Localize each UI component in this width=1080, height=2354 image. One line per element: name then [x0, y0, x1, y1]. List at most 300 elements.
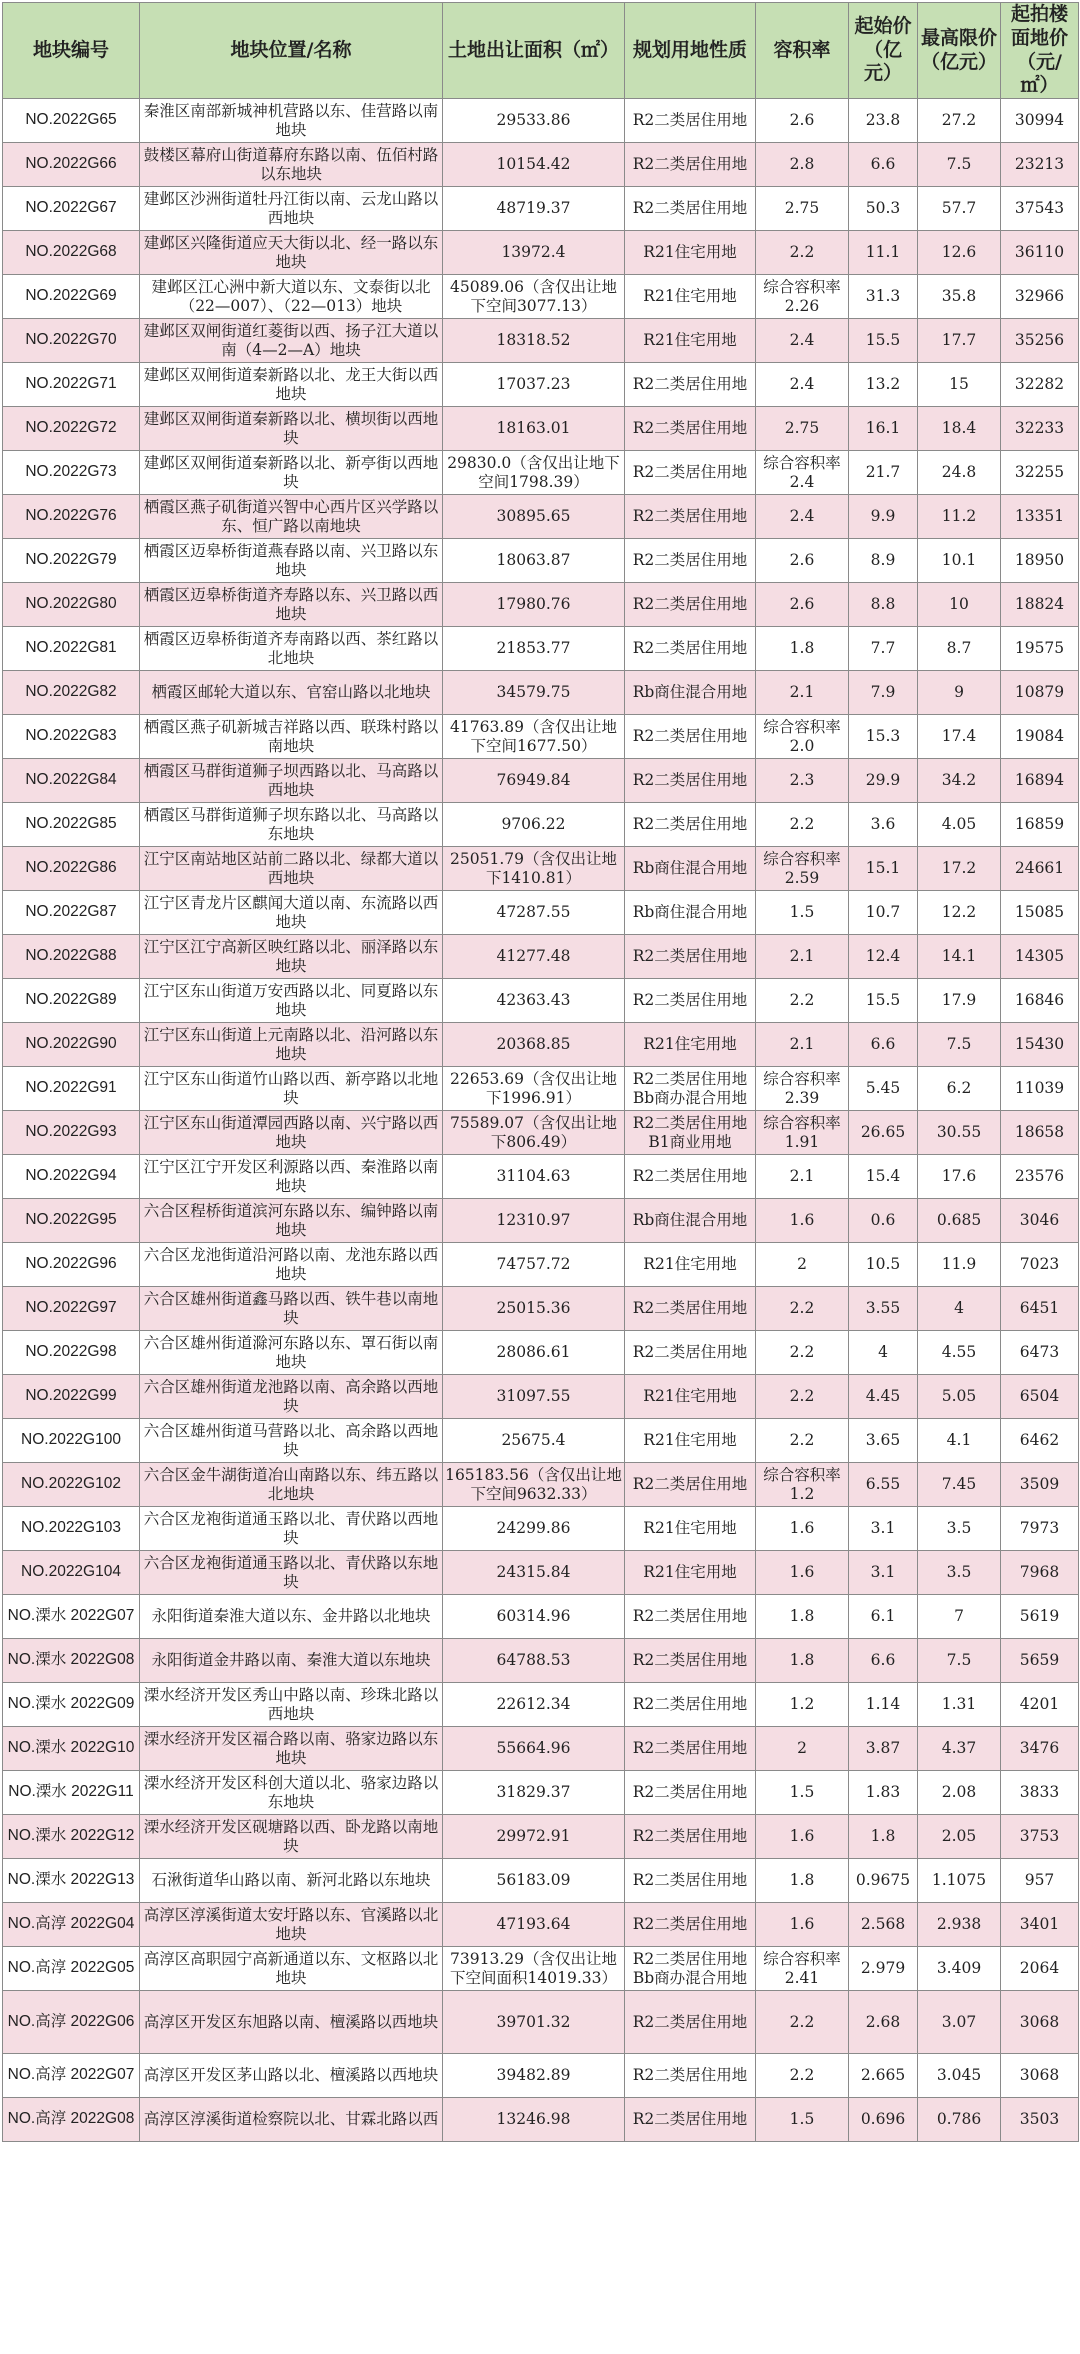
cell-plot-ratio: 2.4 [756, 363, 849, 407]
cell-land-area: 10154.42 [443, 143, 625, 187]
cell-plot-code: NO.2022G85 [3, 803, 140, 847]
table-row [3, 803, 1079, 847]
cell-floor-price: 7968 [1001, 1551, 1079, 1595]
cell-land-area: 73913.29（含仅出让地下空间面积14019.33） [443, 1947, 625, 1991]
cell-start-price: 6.6 [849, 1023, 918, 1067]
cell-land-use: R2二类居住用地 [625, 803, 756, 847]
cell-plot-location: 高淳区开发区东旭路以南、檀溪路以西地块 [140, 1991, 443, 2054]
cell-floor-price: 6462 [1001, 1419, 1079, 1463]
cell-max-price: 24.8 [918, 451, 1001, 495]
cell-floor-price: 23213 [1001, 143, 1079, 187]
cell-start-price: 8.8 [849, 583, 918, 627]
cell-land-use: R2二类居住用地 [625, 539, 756, 583]
cell-start-price: 29.9 [849, 759, 918, 803]
cell-start-price: 15.3 [849, 715, 918, 759]
cell-plot-code: NO.2022G72 [3, 407, 140, 451]
table-row [3, 275, 1079, 319]
cell-max-price: 12.2 [918, 891, 1001, 935]
header-plot-location: 地块位置/名称 [140, 3, 443, 99]
cell-land-use: R2二类居住用地 [625, 495, 756, 539]
cell-start-price: 16.1 [849, 407, 918, 451]
cell-land-use: R2二类居住用地 [625, 935, 756, 979]
cell-plot-code: NO.2022G91 [3, 1067, 140, 1111]
cell-start-price: 1.83 [849, 1771, 918, 1815]
cell-start-price: 15.5 [849, 979, 918, 1023]
cell-start-price: 11.1 [849, 231, 918, 275]
table-row [3, 1639, 1079, 1683]
cell-plot-ratio: 2.4 [756, 319, 849, 363]
cell-land-area: 18318.52 [443, 319, 625, 363]
cell-plot-location: 建邺区双闸街道秦新路以北、龙王大街以西地块 [140, 363, 443, 407]
cell-max-price: 17.7 [918, 319, 1001, 363]
cell-max-price: 57.7 [918, 187, 1001, 231]
cell-max-price: 0.786 [918, 2098, 1001, 2142]
cell-land-area: 74757.72 [443, 1243, 625, 1287]
cell-land-use: R2二类居住用地 [625, 1155, 756, 1199]
cell-start-price: 3.87 [849, 1727, 918, 1771]
cell-land-area: 22612.34 [443, 1683, 625, 1727]
cell-land-use: R2二类居住用地 [625, 187, 756, 231]
cell-land-use: R2二类居住用地 [625, 1991, 756, 2054]
header-land-area: 土地出让面积（㎡） [443, 3, 625, 99]
cell-plot-ratio: 2.2 [756, 1331, 849, 1375]
table-row [3, 1683, 1079, 1727]
table-row [3, 847, 1079, 891]
cell-plot-code: NO.溧水 2022G09 [3, 1683, 140, 1727]
cell-plot-code: NO.2022G95 [3, 1199, 140, 1243]
table-header [3, 3, 1079, 99]
cell-land-use: R21住宅用地 [625, 1023, 756, 1067]
cell-plot-location: 六合区雄州街道鑫马路以西、铁牛巷以南地块 [140, 1287, 443, 1331]
cell-plot-location: 江宁区江宁高新区映红路以北、丽泽路以东地块 [140, 935, 443, 979]
cell-floor-price: 18824 [1001, 583, 1079, 627]
cell-start-price: 26.65 [849, 1111, 918, 1155]
cell-plot-ratio: 2.2 [756, 2054, 849, 2098]
cell-plot-ratio: 2.75 [756, 407, 849, 451]
cell-land-area: 30895.65 [443, 495, 625, 539]
cell-land-area: 13246.98 [443, 2098, 625, 2142]
table-row [3, 539, 1079, 583]
cell-plot-ratio: 2.1 [756, 1155, 849, 1199]
table-row [3, 1859, 1079, 1903]
cell-plot-ratio: 2.3 [756, 759, 849, 803]
cell-plot-ratio: 综合容积率2.4 [756, 451, 849, 495]
table-row [3, 231, 1079, 275]
cell-max-price: 35.8 [918, 275, 1001, 319]
table-row [3, 1375, 1079, 1419]
cell-floor-price: 24661 [1001, 847, 1079, 891]
table-row [3, 1507, 1079, 1551]
cell-plot-location: 栖霞区燕子矶新城吉祥路以西、联珠村路以南地块 [140, 715, 443, 759]
table-row [3, 1067, 1079, 1111]
cell-plot-code: NO.2022G96 [3, 1243, 140, 1287]
cell-start-price: 4.45 [849, 1375, 918, 1419]
land-auction-table [2, 2, 1079, 2142]
cell-land-area: 75589.07（含仅出让地下806.49） [443, 1111, 625, 1155]
cell-plot-ratio: 2.1 [756, 935, 849, 979]
cell-plot-code: NO.2022G70 [3, 319, 140, 363]
table-row [3, 1991, 1079, 2054]
cell-land-use: R2二类居住用地 [625, 2098, 756, 2142]
cell-land-area: 41277.48 [443, 935, 625, 979]
cell-start-price: 1.14 [849, 1683, 918, 1727]
cell-plot-code: NO.溧水 2022G10 [3, 1727, 140, 1771]
cell-plot-location: 建邺区双闸街道秦新路以北、新亭街以西地块 [140, 451, 443, 495]
cell-plot-code: NO.2022G94 [3, 1155, 140, 1199]
cell-plot-ratio: 2.2 [756, 1419, 849, 1463]
table-row [3, 1155, 1079, 1199]
cell-land-use: R2二类居住用地 [625, 99, 756, 143]
cell-plot-location: 高淳区高职园宁高新通道以东、文枢路以北地块 [140, 1947, 443, 1991]
cell-plot-ratio: 2.6 [756, 539, 849, 583]
cell-plot-ratio: 2.2 [756, 231, 849, 275]
cell-floor-price: 19084 [1001, 715, 1079, 759]
cell-plot-code: NO.2022G67 [3, 187, 140, 231]
table-row [3, 1771, 1079, 1815]
table-row [3, 583, 1079, 627]
cell-start-price: 7.9 [849, 671, 918, 715]
cell-start-price: 2.568 [849, 1903, 918, 1947]
cell-floor-price: 3401 [1001, 1903, 1079, 1947]
cell-plot-code: NO.2022G100 [3, 1419, 140, 1463]
cell-plot-location: 溧水经济开发区砚塘路以西、卧龙路以南地块 [140, 1815, 443, 1859]
cell-land-use: R2二类居住用地 [625, 1815, 756, 1859]
cell-max-price: 4.05 [918, 803, 1001, 847]
cell-start-price: 4 [849, 1331, 918, 1375]
cell-plot-code: NO.高淳 2022G08 [3, 2098, 140, 2142]
cell-land-use: R2二类居住用地 [625, 363, 756, 407]
table-row [3, 2054, 1079, 2098]
cell-land-use: R2二类居住用地 [625, 1683, 756, 1727]
cell-start-price: 13.2 [849, 363, 918, 407]
cell-land-use: R2二类居住用地 [625, 451, 756, 495]
cell-land-use: R2二类居住用地 [625, 1639, 756, 1683]
cell-land-use: Rb商住混合用地 [625, 1199, 756, 1243]
cell-land-use: R21住宅用地 [625, 319, 756, 363]
cell-plot-code: NO.2022G87 [3, 891, 140, 935]
cell-max-price: 7.5 [918, 1639, 1001, 1683]
cell-floor-price: 2064 [1001, 1947, 1079, 1991]
cell-floor-price: 36110 [1001, 231, 1079, 275]
cell-land-use: R2二类居住用地 [625, 1287, 756, 1331]
cell-start-price: 3.55 [849, 1287, 918, 1331]
cell-start-price: 50.3 [849, 187, 918, 231]
cell-land-use: R2二类居住用地 [625, 1595, 756, 1639]
table-row [3, 1023, 1079, 1067]
table-row [3, 1463, 1079, 1507]
cell-land-use: R2二类居住用地 Bb商办混合用地 [625, 1947, 756, 1991]
cell-plot-ratio: 2.2 [756, 1991, 849, 2054]
cell-plot-ratio: 综合容积率2.39 [756, 1067, 849, 1111]
cell-max-price: 3.045 [918, 2054, 1001, 2098]
header-floor-price: 起拍楼面地价（元/㎡） [1001, 3, 1079, 99]
cell-start-price: 15.4 [849, 1155, 918, 1199]
cell-plot-location: 六合区雄州街道马营路以北、高余路以西地块 [140, 1419, 443, 1463]
cell-start-price: 2.665 [849, 2054, 918, 2098]
cell-max-price: 34.2 [918, 759, 1001, 803]
cell-floor-price: 18950 [1001, 539, 1079, 583]
table-row [3, 1551, 1079, 1595]
table-row [3, 979, 1079, 1023]
cell-plot-ratio: 1.2 [756, 1683, 849, 1727]
cell-start-price: 3.1 [849, 1507, 918, 1551]
cell-plot-code: NO.高淳 2022G05 [3, 1947, 140, 1991]
cell-plot-code: NO.2022G81 [3, 627, 140, 671]
cell-start-price: 6.55 [849, 1463, 918, 1507]
cell-plot-code: NO.溧水 2022G08 [3, 1639, 140, 1683]
cell-land-use: R21住宅用地 [625, 231, 756, 275]
cell-land-use: R21住宅用地 [625, 1507, 756, 1551]
cell-plot-code: NO.2022G90 [3, 1023, 140, 1067]
cell-plot-location: 永阳街道金井路以南、秦淮大道以东地块 [140, 1639, 443, 1683]
cell-max-price: 11.2 [918, 495, 1001, 539]
cell-plot-ratio: 2.2 [756, 1375, 849, 1419]
table-row [3, 363, 1079, 407]
cell-plot-location: 建邺区江心洲中新大道以东、文泰街以北（22—007）、（22—013）地块 [140, 275, 443, 319]
cell-land-area: 29830.0（含仅出让地下空间1798.39） [443, 451, 625, 495]
cell-start-price: 10.7 [849, 891, 918, 935]
cell-start-price: 8.9 [849, 539, 918, 583]
cell-land-area: 17980.76 [443, 583, 625, 627]
cell-land-use: R2二类居住用地 [625, 583, 756, 627]
cell-max-price: 17.4 [918, 715, 1001, 759]
cell-max-price: 11.9 [918, 1243, 1001, 1287]
cell-land-use: R2二类居住用地 [625, 1463, 756, 1507]
cell-max-price: 17.6 [918, 1155, 1001, 1199]
cell-plot-location: 栖霞区迈皋桥街道齐寿路以东、兴卫路以西地块 [140, 583, 443, 627]
cell-floor-price: 18658 [1001, 1111, 1079, 1155]
cell-plot-code: NO.2022G68 [3, 231, 140, 275]
cell-start-price: 5.45 [849, 1067, 918, 1111]
table-row [3, 671, 1079, 715]
cell-plot-location: 溧水经济开发区秀山中路以南、珍珠北路以西地块 [140, 1683, 443, 1727]
table-row [3, 891, 1079, 935]
cell-land-area: 47287.55 [443, 891, 625, 935]
cell-plot-code: NO.2022G97 [3, 1287, 140, 1331]
table-row [3, 1199, 1079, 1243]
cell-land-area: 29972.91 [443, 1815, 625, 1859]
cell-floor-price: 16846 [1001, 979, 1079, 1023]
cell-max-price: 18.4 [918, 407, 1001, 451]
cell-start-price: 1.8 [849, 1815, 918, 1859]
cell-land-area: 55664.96 [443, 1727, 625, 1771]
cell-floor-price: 3753 [1001, 1815, 1079, 1859]
cell-max-price: 27.2 [918, 99, 1001, 143]
header-land-use: 规划用地性质 [625, 3, 756, 99]
cell-plot-code: NO.2022G89 [3, 979, 140, 1023]
cell-plot-ratio: 综合容积率2.41 [756, 1947, 849, 1991]
cell-land-use: R2二类居住用地 [625, 715, 756, 759]
cell-plot-ratio: 2 [756, 1243, 849, 1287]
table-body [3, 99, 1079, 2142]
cell-plot-ratio: 1.8 [756, 627, 849, 671]
cell-plot-location: 永阳街道秦淮大道以东、金井路以北地块 [140, 1595, 443, 1639]
cell-floor-price: 10879 [1001, 671, 1079, 715]
cell-plot-ratio: 1.6 [756, 1551, 849, 1595]
cell-start-price: 2.979 [849, 1947, 918, 1991]
cell-land-area: 41763.89（含仅出让地下空间1677.50） [443, 715, 625, 759]
cell-max-price: 2.08 [918, 1771, 1001, 1815]
cell-land-area: 34579.75 [443, 671, 625, 715]
table-row [3, 1815, 1079, 1859]
cell-floor-price: 6473 [1001, 1331, 1079, 1375]
cell-land-area: 25015.36 [443, 1287, 625, 1331]
table-row [3, 99, 1079, 143]
cell-plot-location: 溧水经济开发区科创大道以北、骆家边路以东地块 [140, 1771, 443, 1815]
cell-plot-location: 高淳区淳溪街道太安圩路以东、官溪路以北地块 [140, 1903, 443, 1947]
cell-plot-code: NO.2022G73 [3, 451, 140, 495]
cell-max-price: 5.05 [918, 1375, 1001, 1419]
cell-land-use: R2二类居住用地 [625, 627, 756, 671]
cell-plot-ratio: 1.6 [756, 1199, 849, 1243]
cell-floor-price: 3833 [1001, 1771, 1079, 1815]
cell-plot-location: 江宁区江宁开发区利源路以西、秦淮路以南地块 [140, 1155, 443, 1199]
cell-plot-location: 六合区龙袍街道通玉路以北、青伏路以西地块 [140, 1507, 443, 1551]
cell-plot-code: NO.高淳 2022G07 [3, 2054, 140, 2098]
cell-plot-code: NO.溧水 2022G11 [3, 1771, 140, 1815]
cell-land-area: 17037.23 [443, 363, 625, 407]
cell-plot-code: NO.2022G80 [3, 583, 140, 627]
header-max-price: 最高限价（亿元） [918, 3, 1001, 99]
cell-land-use: R2二类居住用地 [625, 1331, 756, 1375]
table-row [3, 935, 1079, 979]
cell-floor-price: 37543 [1001, 187, 1079, 231]
cell-plot-ratio: 1.6 [756, 1507, 849, 1551]
cell-plot-ratio: 综合容积率2.0 [756, 715, 849, 759]
cell-plot-location: 江宁区青龙片区麒闻大道以南、东流路以西地块 [140, 891, 443, 935]
cell-land-use: Rb商住混合用地 [625, 891, 756, 935]
cell-max-price: 7.5 [918, 1023, 1001, 1067]
cell-max-price: 4.1 [918, 1419, 1001, 1463]
cell-land-use: Rb商住混合用地 [625, 671, 756, 715]
cell-max-price: 8.7 [918, 627, 1001, 671]
cell-land-area: 31097.55 [443, 1375, 625, 1419]
cell-land-use: R2二类居住用地 Bb商办混合用地 [625, 1067, 756, 1111]
cell-start-price: 6.6 [849, 143, 918, 187]
cell-floor-price: 35256 [1001, 319, 1079, 363]
cell-max-price: 4.55 [918, 1331, 1001, 1375]
cell-land-area: 165183.56（含仅出让地下空间9632.33） [443, 1463, 625, 1507]
cell-land-use: Rb商住混合用地 [625, 847, 756, 891]
header-row [3, 3, 1079, 99]
cell-plot-location: 秦淮区南部新城神机营路以东、佳营路以南地块 [140, 99, 443, 143]
cell-floor-price: 957 [1001, 1859, 1079, 1903]
cell-floor-price: 3503 [1001, 2098, 1079, 2142]
cell-plot-ratio: 2.1 [756, 1023, 849, 1067]
table-row [3, 1903, 1079, 1947]
cell-land-area: 31104.63 [443, 1155, 625, 1199]
table-row [3, 495, 1079, 539]
cell-land-area: 47193.64 [443, 1903, 625, 1947]
cell-max-price: 3.409 [918, 1947, 1001, 1991]
cell-start-price: 3.6 [849, 803, 918, 847]
cell-land-use: R2二类居住用地 [625, 143, 756, 187]
cell-plot-ratio: 2.2 [756, 803, 849, 847]
cell-land-use: R2二类居住用地 [625, 759, 756, 803]
cell-start-price: 23.8 [849, 99, 918, 143]
cell-plot-ratio: 1.5 [756, 891, 849, 935]
cell-land-area: 25675.4 [443, 1419, 625, 1463]
cell-floor-price: 30994 [1001, 99, 1079, 143]
cell-plot-code: NO.2022G82 [3, 671, 140, 715]
cell-max-price: 7.45 [918, 1463, 1001, 1507]
cell-plot-location: 六合区程桥街道滨河东路以东、编钟路以南地块 [140, 1199, 443, 1243]
cell-plot-code: NO.2022G76 [3, 495, 140, 539]
cell-land-use: R2二类居住用地 [625, 407, 756, 451]
cell-floor-price: 7023 [1001, 1243, 1079, 1287]
table-row [3, 1595, 1079, 1639]
cell-plot-code: NO.2022G79 [3, 539, 140, 583]
cell-plot-location: 栖霞区迈皋桥街道齐寿南路以西、茶红路以北地块 [140, 627, 443, 671]
table-row [3, 407, 1079, 451]
cell-plot-ratio: 1.8 [756, 1595, 849, 1639]
cell-land-area: 13972.4 [443, 231, 625, 275]
cell-floor-price: 23576 [1001, 1155, 1079, 1199]
cell-plot-ratio: 2.4 [756, 495, 849, 539]
cell-land-use: R2二类居住用地 [625, 979, 756, 1023]
cell-plot-code: NO.2022G71 [3, 363, 140, 407]
cell-floor-price: 32255 [1001, 451, 1079, 495]
table-row [3, 1947, 1079, 1991]
cell-start-price: 9.9 [849, 495, 918, 539]
cell-max-price: 3.5 [918, 1507, 1001, 1551]
cell-plot-code: NO.2022G83 [3, 715, 140, 759]
cell-land-area: 42363.43 [443, 979, 625, 1023]
cell-plot-code: NO.2022G69 [3, 275, 140, 319]
cell-start-price: 15.1 [849, 847, 918, 891]
cell-max-price: 3.07 [918, 1991, 1001, 2054]
cell-plot-location: 栖霞区燕子矶街道兴智中心西片区兴学路以东、恒广路以南地块 [140, 495, 443, 539]
cell-floor-price: 6504 [1001, 1375, 1079, 1419]
cell-plot-location: 栖霞区邮轮大道以东、官窑山路以北地块 [140, 671, 443, 715]
cell-plot-ratio: 1.6 [756, 1903, 849, 1947]
cell-max-price: 10 [918, 583, 1001, 627]
cell-plot-ratio: 1.8 [756, 1859, 849, 1903]
cell-land-use: R21住宅用地 [625, 1243, 756, 1287]
cell-plot-location: 栖霞区马群街道狮子坝西路以北、马高路以西地块 [140, 759, 443, 803]
table-row [3, 1331, 1079, 1375]
table-row [3, 1243, 1079, 1287]
cell-plot-location: 江宁区东山街道竹山路以西、新亭路以北地块 [140, 1067, 443, 1111]
cell-plot-code: NO.2022G104 [3, 1551, 140, 1595]
cell-land-area: 22653.69（含仅出让地下1996.91） [443, 1067, 625, 1111]
cell-max-price: 7 [918, 1595, 1001, 1639]
cell-start-price: 0.6 [849, 1199, 918, 1243]
cell-plot-location: 建邺区双闸街道红菱街以西、扬子江大道以南（4—2—A）地块 [140, 319, 443, 363]
cell-max-price: 6.2 [918, 1067, 1001, 1111]
cell-land-use: R2二类居住用地 [625, 1903, 756, 1947]
cell-max-price: 14.1 [918, 935, 1001, 979]
cell-floor-price: 15085 [1001, 891, 1079, 935]
cell-start-price: 6.6 [849, 1639, 918, 1683]
cell-floor-price: 32966 [1001, 275, 1079, 319]
cell-floor-price: 15430 [1001, 1023, 1079, 1067]
cell-land-use: R21住宅用地 [625, 1375, 756, 1419]
cell-max-price: 1.1075 [918, 1859, 1001, 1903]
cell-land-area: 45089.06（含仅出让地下空间3077.13） [443, 275, 625, 319]
cell-floor-price: 19575 [1001, 627, 1079, 671]
cell-max-price: 17.9 [918, 979, 1001, 1023]
cell-start-price: 6.1 [849, 1595, 918, 1639]
cell-plot-code: NO.2022G65 [3, 99, 140, 143]
cell-plot-code: NO.高淳 2022G06 [3, 1991, 140, 2054]
cell-plot-ratio: 1.6 [756, 1815, 849, 1859]
cell-start-price: 12.4 [849, 935, 918, 979]
cell-land-area: 29533.86 [443, 99, 625, 143]
cell-land-area: 21853.77 [443, 627, 625, 671]
cell-land-use: R21住宅用地 [625, 275, 756, 319]
cell-plot-ratio: 2.2 [756, 979, 849, 1023]
